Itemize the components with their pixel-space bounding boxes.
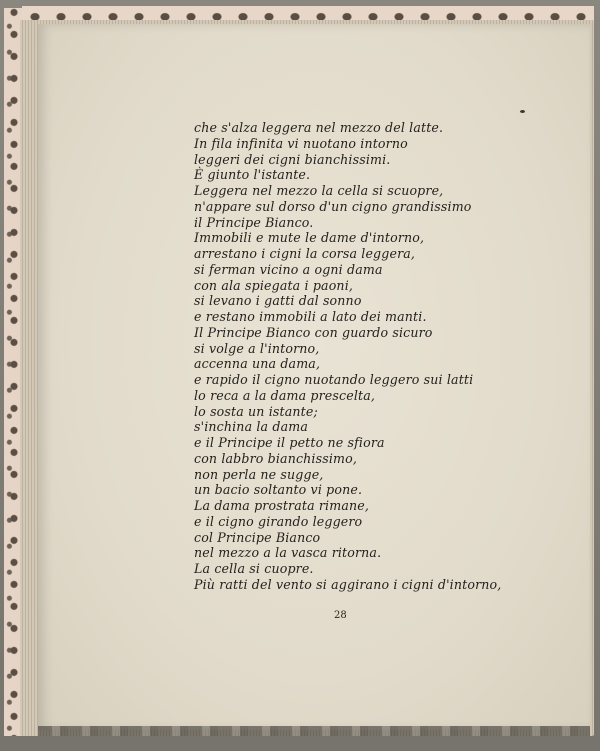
page-number: 28	[334, 610, 347, 621]
poem-line: non perla ne sugge,	[194, 466, 324, 482]
poem-line: si volge a l'intorno,	[194, 340, 320, 356]
poem-line: che s'alza leggera nel mezzo del latte.	[194, 120, 444, 135]
poem-line: con labbro bianchissimo,	[194, 450, 357, 466]
poem-line: La dama prostrata rimane,	[194, 498, 370, 513]
ink-speck	[520, 110, 525, 113]
poem-line: Immobili e mute le dame d'intorno,	[194, 230, 425, 246]
poem-line: e restano immobili a lato dei manti.	[194, 309, 427, 324]
poem-line: Il Principe Bianco con guardo sicuro	[194, 324, 433, 340]
poem-line: Leggera nel mezzo la cella si scuopre,	[194, 183, 444, 198]
poem-line: e il Principe il petto ne sfiora	[194, 435, 385, 450]
poem-line: si levano i gatti dal sonno	[194, 293, 362, 309]
poem-line: un bacio soltanto vi pone.	[194, 482, 363, 498]
poem-line: s'inchina la dama	[194, 419, 308, 435]
poem-line: leggeri dei cigni bianchissimi.	[194, 151, 391, 167]
poem-line: nel mezzo a la vasca ritorna.	[194, 545, 382, 561]
poem-line: n'appare sul dorso d'un cigno grandissimo	[194, 198, 472, 214]
poem-text	[194, 120, 524, 593]
poem-line: il Principe Bianco.	[194, 214, 314, 230]
poem-line: accenna una dama,	[194, 356, 321, 372]
poem-line: e il cigno girando leggero	[194, 513, 363, 529]
poem-line: con ala spiegata i paoni,	[194, 277, 354, 293]
poem-line: e rapido il cigno nuotando leggero sui latti	[194, 372, 474, 387]
poem-line: arrestano i cigni la corsa leggera,	[194, 246, 416, 261]
poem-line: È giunto l'istante.	[194, 167, 311, 183]
poem-line: lo sosta un istante;	[194, 403, 318, 419]
poem-line: lo reca a la dama prescelta,	[194, 387, 376, 403]
poem-line: Più ratti del vento si aggirano i cigni d'intorno,	[194, 576, 502, 592]
poem-line: La cella si cuopre.	[194, 561, 314, 576]
poem-line: si ferman vicino a ogni dama	[194, 261, 383, 277]
poem-line: col Principe Bianco	[194, 529, 321, 545]
book-page	[38, 24, 590, 730]
poem-line: In fila infinita vi nuotano intorno	[194, 135, 408, 151]
